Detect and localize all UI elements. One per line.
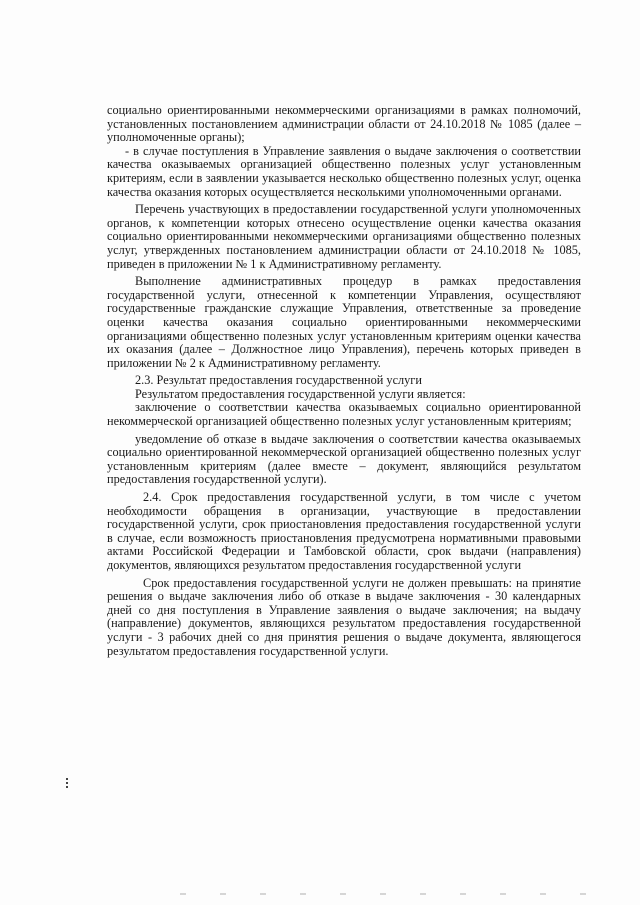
section-heading-2-4: 2.4. Срок предоставления государственной услуги, в том числе с учетом необходимости обращения в организации, участвующие в предоставлении государственной услуги, срок приостановления предоставления государственной услуги в случае, если возможность приостановления предусмотрена нормативными правовыми актами Российской Федерации и Тамбовской области, срок выдачи (направления) документов, являющихся результатом предоставления государственной услуги	[107, 490, 581, 572]
paragraph-3: Перечень участвующих в предоставлении государственной услуги уполномоченных органов, к компетенции которых отнесено осуществление оценки качества оказания социально ориентированными некоммерческими организациями общественно полезных услуг, утвержденных постановлением администрации области от 24.10.2018 № 1085, приведен в приложении № 1 к Административному регламенту.	[107, 202, 581, 271]
scan-bottom-edge	[180, 893, 600, 895]
paragraph-6: заключение о соответствии качества оказываемых социально ориентированной некоммерческой организацией общественно полезных услуг установленным критериям;	[107, 400, 581, 429]
scan-mark	[65, 776, 69, 790]
paragraph-4: Выполнение административных процедур в рамках предоставления государственной услуги, отнесенной к компетенции Управления, осуществляют государственные гражданские служащие Управления, ответственные за проведение оценки качества оказания социально ориентированными некоммерческими организациями общественно полезных услуг установленным критериям оценки качества их оказания (далее – Должностное лицо Управления), перечень которых приведен в приложении № 2 к Административному регламенту.	[107, 274, 581, 370]
paragraph-1: социально ориентированными некоммерческими организациями в рамках полномочий, установленных постановлением администрации области от 24.10.2018 № 1085 (далее – уполномоченные органы);	[107, 103, 581, 145]
paragraph-7: уведомление об отказе в выдаче заключения о соответствии качества оказываемых социально ориентированной некоммерческой организацией общественно полезных услуг установленным критериям (далее вместе – документ, являющийся результатом предоставления государственной услуги).	[107, 431, 581, 487]
paragraph-5: Результатом предоставления государственной услуги является:	[135, 386, 466, 401]
paragraph-2: - в случае поступления в Управление заявления о выдаче заключения о соответствии качества оказываемых организацией общественно полезных услуг установленным критериям, если в заявлении указывается несколько общественно полезных услуг, оценка качества оказания которых осуществляется несколькими уполномоченными органами.	[107, 143, 581, 199]
document-page	[107, 104, 581, 658]
section-heading-2-3: 2.3. Результат предоставления государственной услуги	[135, 373, 422, 388]
paragraph-8: Срок предоставления государственной услуги не должен превышать: на принятие решения о выдаче заключения либо об отказе в выдаче заключения - 30 календарных дней со дня поступления в Управление заявления о выдаче заключения; на выдачу (направление) документов, являющихся результатом предоставления государственной услуги - 3 рабочих дней со дня принятия решения о выдаче документа, являющегося результатом предоставления государственной услуги.	[107, 575, 581, 658]
